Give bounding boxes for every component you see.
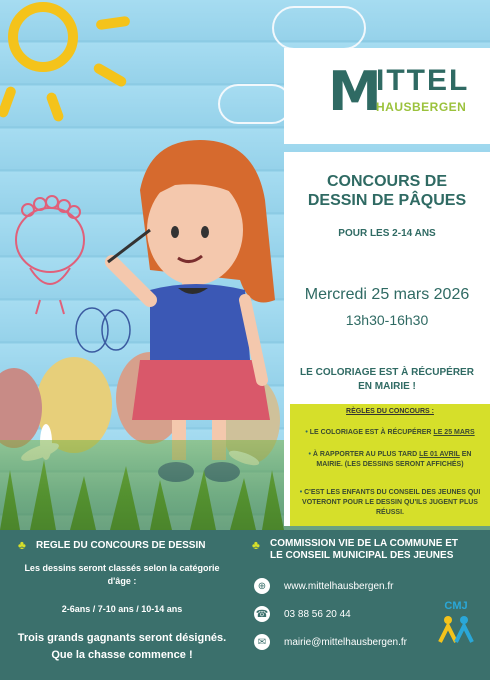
logo-subtext: HAUSBERGEN	[376, 100, 467, 114]
rules-box	[290, 404, 490, 526]
footer-rules	[0, 530, 244, 680]
footer	[0, 530, 490, 680]
mittelhausbergen-logo	[284, 48, 490, 144]
event-time: 13h30-16h30	[345, 312, 429, 328]
tree-icon: ♣	[18, 538, 26, 552]
event-date: Mercredi 25 mars 2026	[304, 286, 470, 303]
commission-heading-line: LE CONSEIL MUNICIPAL DES JEUNES	[270, 550, 454, 561]
footer-rules-line: d'âge :	[107, 576, 137, 586]
event-title-line: CONCOURS DE	[326, 173, 447, 190]
footer-closing	[0, 630, 244, 664]
rule-text: C'EST LES ENFANTS DU CONSEIL DES JEUNES QUI VOTERONT POUR LE DESSIN QU'ILS JUGENT PLUS RÉUSSI.	[302, 489, 481, 516]
phone-icon: ☎	[254, 606, 270, 622]
rules-title: RÈGLES DU CONCOURS :	[346, 408, 434, 415]
rule-text: EN MAIRIE. (LES DESSINS SERONT AFFICHÉS)	[316, 451, 472, 468]
website-row[interactable]	[254, 576, 394, 596]
footer-rules-text	[0, 562, 244, 588]
bullet-icon: •	[299, 489, 303, 496]
pickup-note	[284, 366, 490, 394]
bullet-icon: •	[305, 429, 308, 436]
cmj-logo	[436, 600, 476, 650]
logo-letter-m: M	[328, 60, 382, 123]
age-categories: 2-6ans / 7-10 ans / 10-14 ans	[61, 604, 183, 614]
pickup-note-line: EN MAIRIE !	[358, 381, 416, 392]
phone-row[interactable]	[254, 604, 351, 624]
website-link[interactable]: www.mittelhausbergen.fr	[284, 580, 394, 592]
rule-item	[298, 450, 482, 470]
envelope-icon: ✉	[254, 634, 270, 650]
globe-icon: ⊕	[254, 578, 270, 594]
egg-sketch	[76, 308, 130, 352]
commission-heading	[270, 538, 458, 562]
email-link[interactable]: mairie@mittelhausbergen.fr	[284, 636, 407, 648]
pickup-note-line: LE COLORIAGE EST À RÉCUPÉRER	[300, 367, 474, 378]
tree-icon: ♣	[252, 538, 260, 552]
rule-date: LE 01 AVRIL	[419, 451, 460, 458]
logo-text: ITTEL	[376, 64, 470, 97]
phone-number[interactable]: 03 88 56 20 44	[284, 608, 351, 620]
rule-text: LE COLORIAGE EST À RÉCUPÉRER	[309, 429, 434, 436]
footer-closing-line: Trois grands gagnants seront désignés.	[17, 632, 227, 644]
footer-closing-line: Que la chasse commence !	[51, 649, 193, 661]
rule-text: À RAPPORTER AU PLUS TARD	[312, 451, 420, 458]
bullet-icon: •	[308, 451, 311, 458]
cmj-figures-icon	[436, 612, 476, 646]
email-row[interactable]	[254, 632, 407, 652]
rule-item	[298, 488, 482, 518]
rule-date: LE 25 MARS	[433, 429, 475, 436]
event-title	[284, 172, 490, 210]
rule-item	[298, 428, 482, 438]
footer-rules-line: Les dessins seront classés selon la catégorie	[24, 563, 220, 573]
cmj-logo-text: CMJ	[444, 600, 468, 612]
footer-rules-heading: REGLE DU CONCOURS DE DESSIN	[36, 540, 206, 551]
commission-heading-line: COMMISSION VIE DE LA COMMUNE ET	[270, 538, 458, 549]
event-ages: POUR LES 2-14 ANS	[338, 228, 436, 239]
event-title-line: DESSIN DE PÂQUES	[307, 192, 467, 209]
egg-pink	[0, 368, 42, 448]
chick-sketch	[16, 196, 84, 314]
